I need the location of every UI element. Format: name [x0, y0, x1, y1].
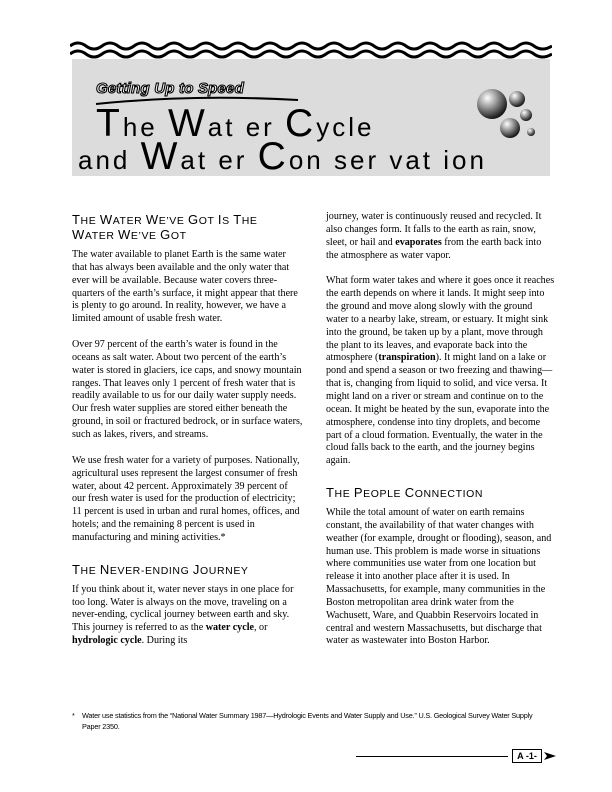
- section-kicker: Getting Up to Speed: [96, 80, 244, 97]
- footnote-marker: *: [72, 711, 75, 720]
- heading-water-we-have: THE WATER WE’VE GOT IS THE WATER WE’VE GOT: [72, 212, 258, 242]
- footnote-text: Water use statistics from the “National Water Summary 1987—Hydrologic Events and Water Supply and Use.” U.S. Geological Survey Water Supply Paper 2350.: [82, 711, 533, 731]
- title-word: at er: [180, 145, 258, 175]
- heading-people-connection: THE PEOPLE CONNECTION: [326, 485, 484, 501]
- title-initial-cap: T: [96, 102, 123, 145]
- wave-border: [70, 38, 552, 60]
- term-water-cycle: water cycle: [205, 622, 254, 634]
- paragraph: journey, water is continuously reused and recycled. It also changes form. It falls to the earth as rain, snow, sleet, or hail and evaporates from the earth back into the atmosphere as water vapor.: [326, 211, 542, 261]
- paragraph: While the total amount of water on earth remains constant, the availability of that water changes with weather (for example, drought or flooding), season, and human use. This problem is made worse in situations where communities use water from one location but release it into another place after it is used. In Massachusetts, for example, many communities in the Boston metropolitan area drink water from the Wachusett, Ware, and Quabbin Reservoirs located in central and western Massachusetts, but discharge that water as wastewater into Boston Harbor.: [326, 507, 552, 647]
- title-word: on ser vat ion: [288, 145, 487, 175]
- paragraph: We use fresh water for a variety of purposes. Nationally, agricultural uses represent the largest consumer of fresh water, about 42 percent. Approximately 39 percent of our fresh water is used for the production of electricity; 11 percent is used in urban and rural homes, offices, and hotels; and the remaining 8 percent is used in manufacturing and mining activities.*: [72, 454, 300, 543]
- paragraph: What form water takes and where it goes once it reaches the earth depends on where it lands. It might seep into the ground and move along slowly with the ground water to a nearby lake, stream, or estuary. It might sink into the ground, be taken up by a plant, move through the plant to its leaves, and evaporate back into the atmosphere (transpiration). It might land on a lake or pond and spend a season or two freezing and thawing—that is, changing from liquid to solid, and vice versa. It might land on a river or stream and continue on to the ocean. It might be heated by the sun, evaporate into the atmosphere, condense into tiny droplets, and become part of a cloud formation. Eventually, the water in the cloud falls back to the earth, and the journey begins again.: [326, 275, 555, 467]
- term-evaporates: evaporates: [395, 236, 442, 248]
- paragraph: The water available to planet Earth is the same water that has always been available and the only water that ever will be available. Because water covers three-quarters of the earth’s surface, it might appear that there is plenty to go around. In reality, however, we have a limited amount of usable fresh water.: [72, 249, 298, 325]
- title-initial-cap: W: [167, 102, 208, 145]
- title-initial-cap: C: [257, 135, 289, 178]
- title-initial-cap: W: [140, 135, 181, 178]
- title-word: and: [78, 145, 141, 175]
- title-word: ycle: [316, 112, 375, 142]
- term-hydrologic-cycle: hydrologic cycle: [72, 635, 142, 647]
- title-word: at er: [207, 112, 286, 142]
- footnote: [72, 710, 552, 732]
- page-number: A -1-: [512, 749, 542, 763]
- left-column: [72, 206, 303, 661]
- paragraph: Over 97 percent of the earth’s water is found in the oceans as salt water. About two percent of the earth’s water is stored in glaciers, ice caps, and snowy mountain ranges. That leaves only 1 percent of fresh water that is readily available to us for our daily water supply needs. Our fresh water supplies are stored either beneath the ground, in soil or fractured bedrock, or in surface waters, such as lakes, rivers, and streams.: [72, 339, 303, 440]
- title-word: he: [122, 112, 168, 142]
- arrow-right-icon: [543, 749, 557, 763]
- right-column: [326, 211, 556, 661]
- paragraph: If you think about it, water never stays in one place for too long. Water is always on the move, traveling on a never-ending, cyclical journey between earth and sky. This journey is referred to as the water cycle, or hydrologic cycle. During its: [72, 583, 294, 647]
- title-initial-cap: C: [285, 102, 317, 145]
- water-droplets-graphic: [470, 82, 540, 142]
- term-transpiration: transpiration: [378, 352, 436, 364]
- page-title-line-2: [78, 137, 487, 176]
- heading-never-ending-journey: THE NEVER-ENDING JOURNEY: [72, 561, 249, 577]
- footer-rule: [356, 756, 508, 757]
